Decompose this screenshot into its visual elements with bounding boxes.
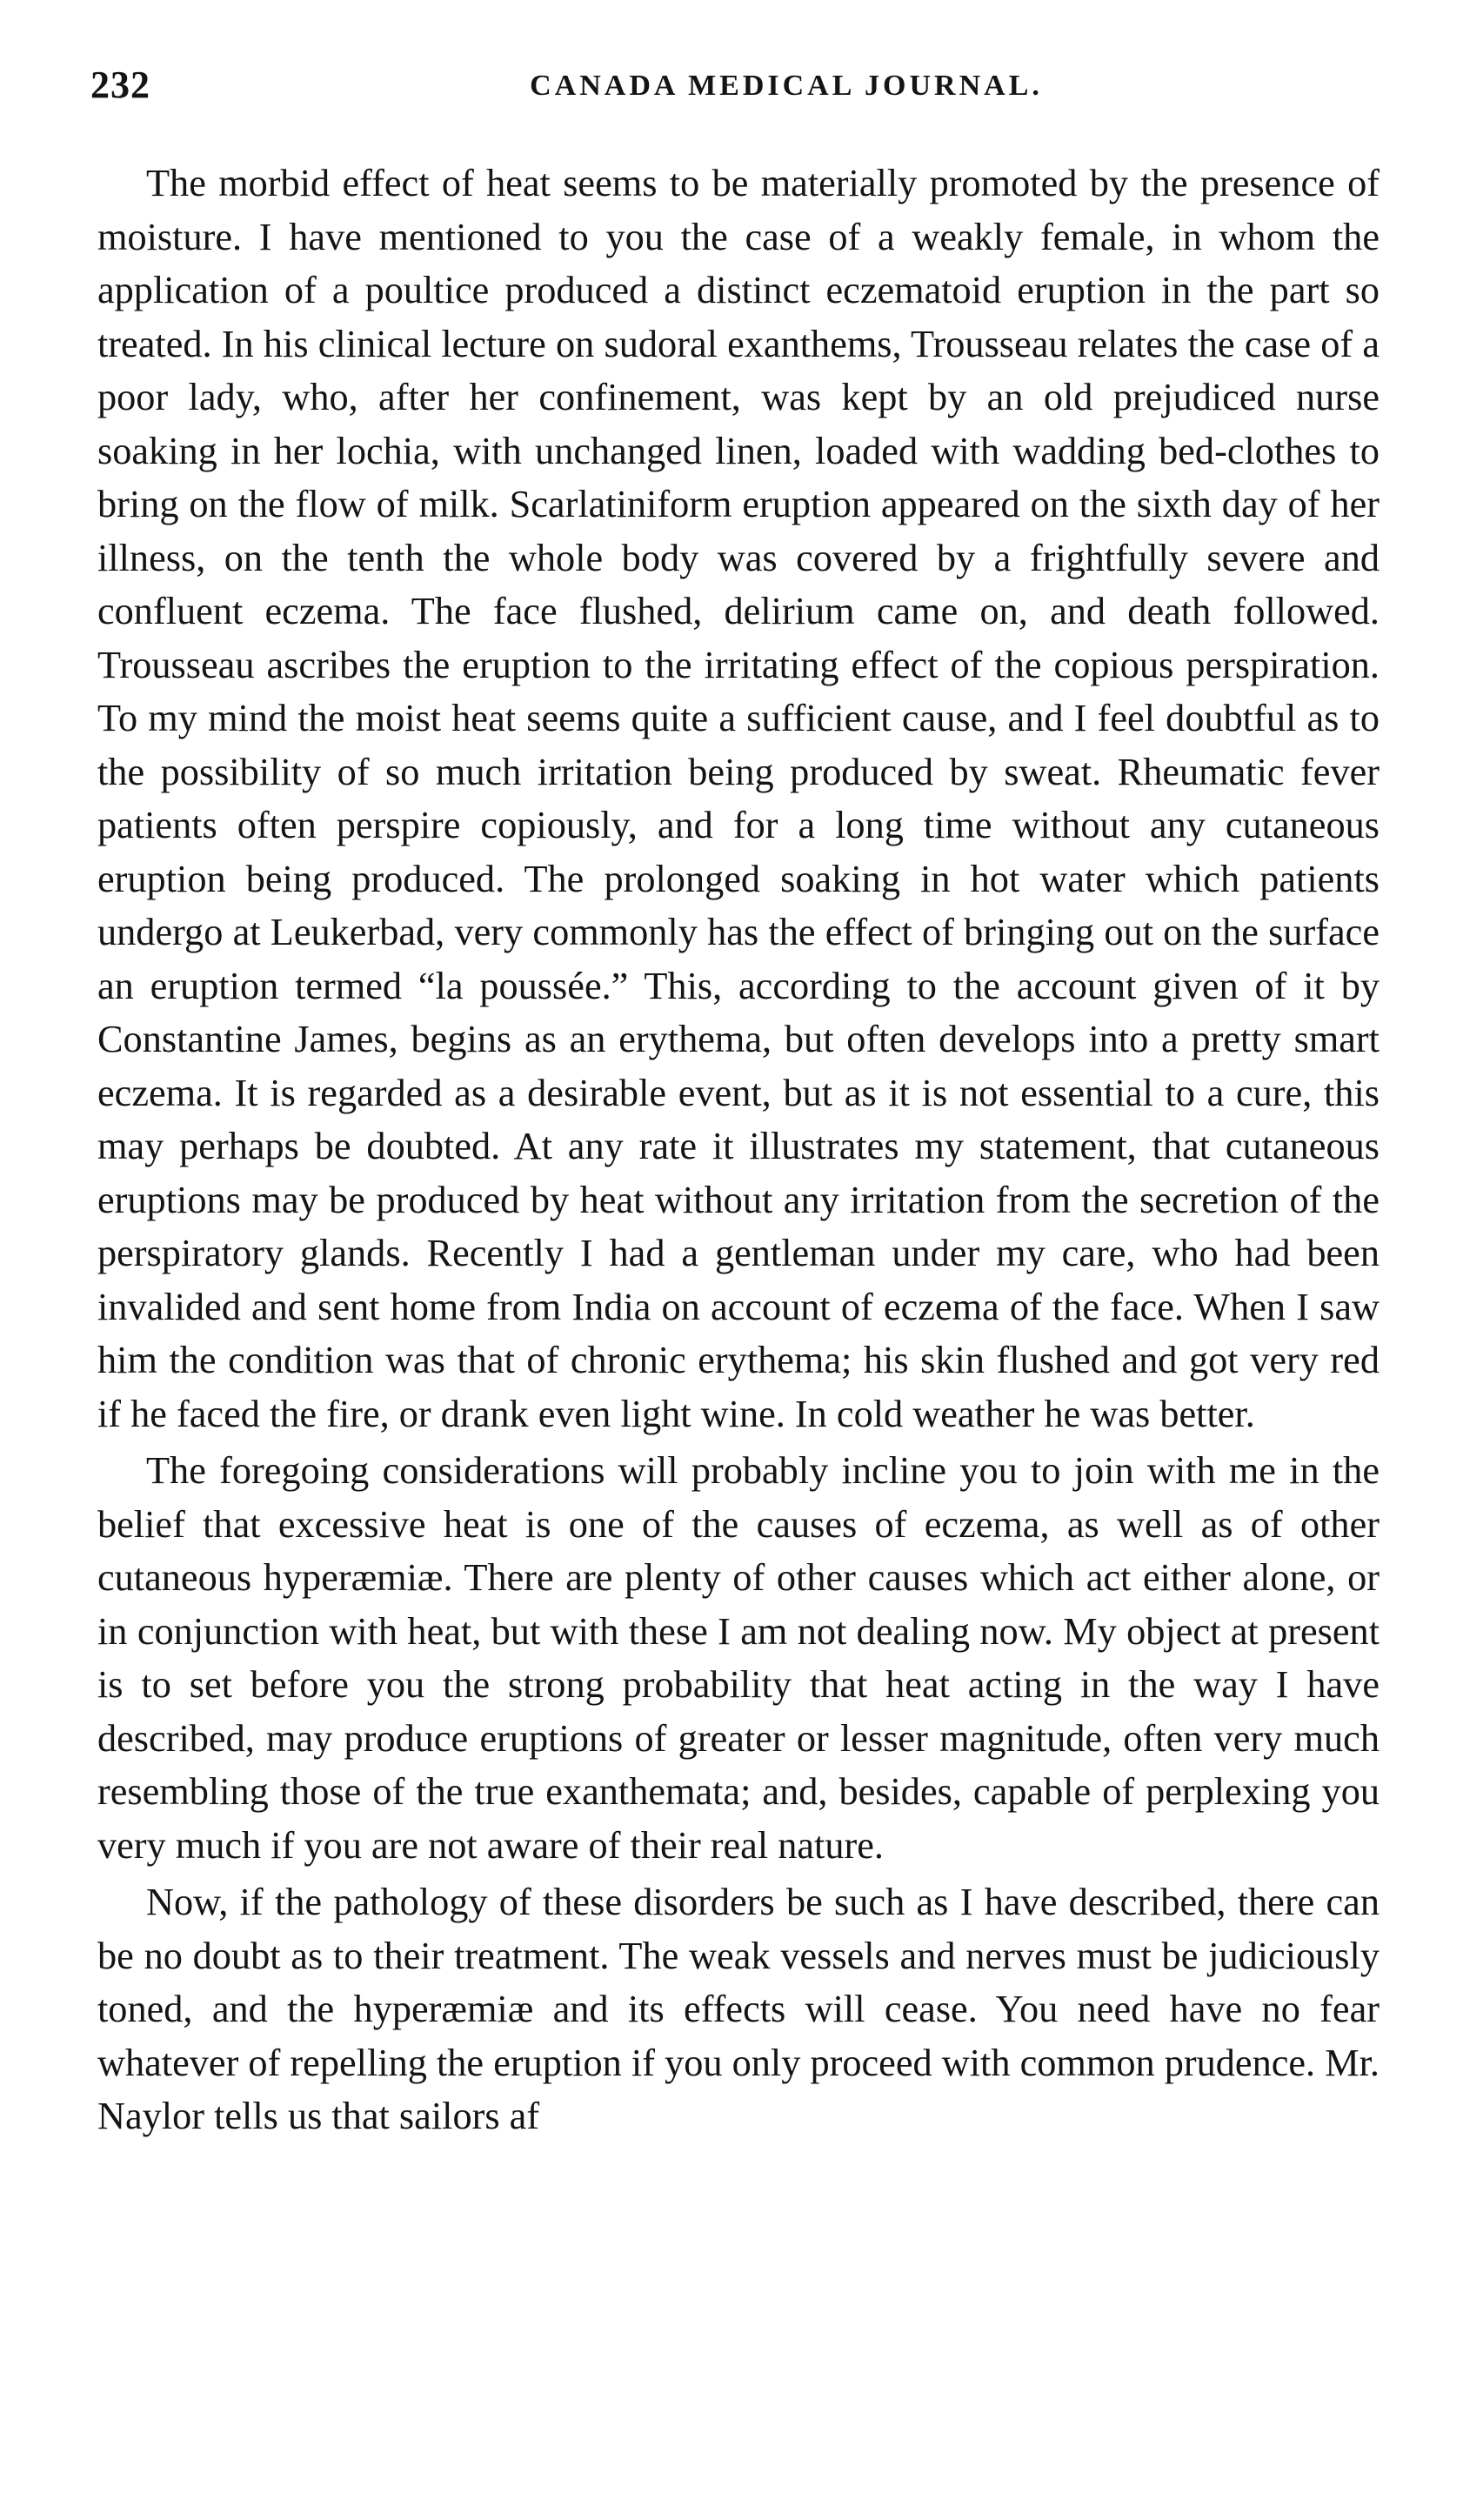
page-number: 232 [90, 64, 150, 106]
paragraph-heat-and-moisture: The morbid effect of heat seems to be materially promoted by the presence of moisture. I have mentioned to you the case of a weakly female, in whom the application of a poultice produced a distinct eczematoid eruption in the part so treated. In his clinical lecture on sudoral exanthems, Trousseau relates the case of a poor lady, who, after her confinement, was kept by an old prejudiced nurse soaking in her lochia, with unchanged linen, loaded with wadding bed-clothes to bring on the flow of milk. Scarlatiniform eruption appeared on the sixth day of her illness, on the tenth the whole body was covered by a frightfully severe and confluent eczema. The face flushed, delirium came on, and death followed. Trousseau ascribes the eruption to the irritating effect of the copious perspiration. To my mind the moist heat seems quite a sufficient cause, and I feel doubtful as to the possibility of so much irritation being produced by sweat. Rheumatic fever patients often perspire copiously, and for a long time without any cutaneous eruption being produced. The prolonged soaking in hot water which patients undergo at Leukerbad, very commonly has the effect of bringing out on the surface an eruption termed “la poussée.” This, according to the account given of it by Constantine James, begins as an erythema, but often develops into a pretty smart eczema. It is regarded as a desirable event, but as it is not essential to a cure, this may perhaps be doubted. At any rate it illustrates my statement, that cutaneous eruptions may be produced by heat without any irritation from the secretion of the perspiratory glands. Recently I had a gentleman under my care, who had been invalided and sent home from India on account of eczema of the face. When I saw him the condition was that of chronic erythema; his skin flushed and got very red if he faced the fire, or drank even light wine. In cold weather he was better. [97, 162, 1379, 1435]
page-header [90, 63, 1378, 115]
article-body [97, 157, 1379, 2143]
paragraph-foregoing-considerations: The foregoing considerations will probably incline you to join with me in the belief that excessive heat is one of the causes of eczema, as well as of other cutaneous hyperæmiæ. There are plenty of other causes which act either alone, or in conjunction with heat, but with these I am not dealing now. My object at present is to set before you the strong probability that heat acting in the way I have described, may produce eruptions of greater or lesser magnitude, often very much resembling those of the true exanthemata; and, besides, capable of perplexing you very much if you are not aware of their real nature. [97, 1449, 1379, 1867]
paragraph-treatment: Now, if the pathology of these disorders be such as I have described, there can be no doubt as to their treatment. The weak vessels and nerves must be judiciously toned, and the hyperæmiæ and its effects will cease. You need have no fear whatever of repelling the eruption if you only proceed with common prudence. Mr. Naylor tells us that sailors af [97, 1881, 1379, 2137]
running-head: CANADA MEDICAL JOURNAL. [530, 70, 1043, 102]
